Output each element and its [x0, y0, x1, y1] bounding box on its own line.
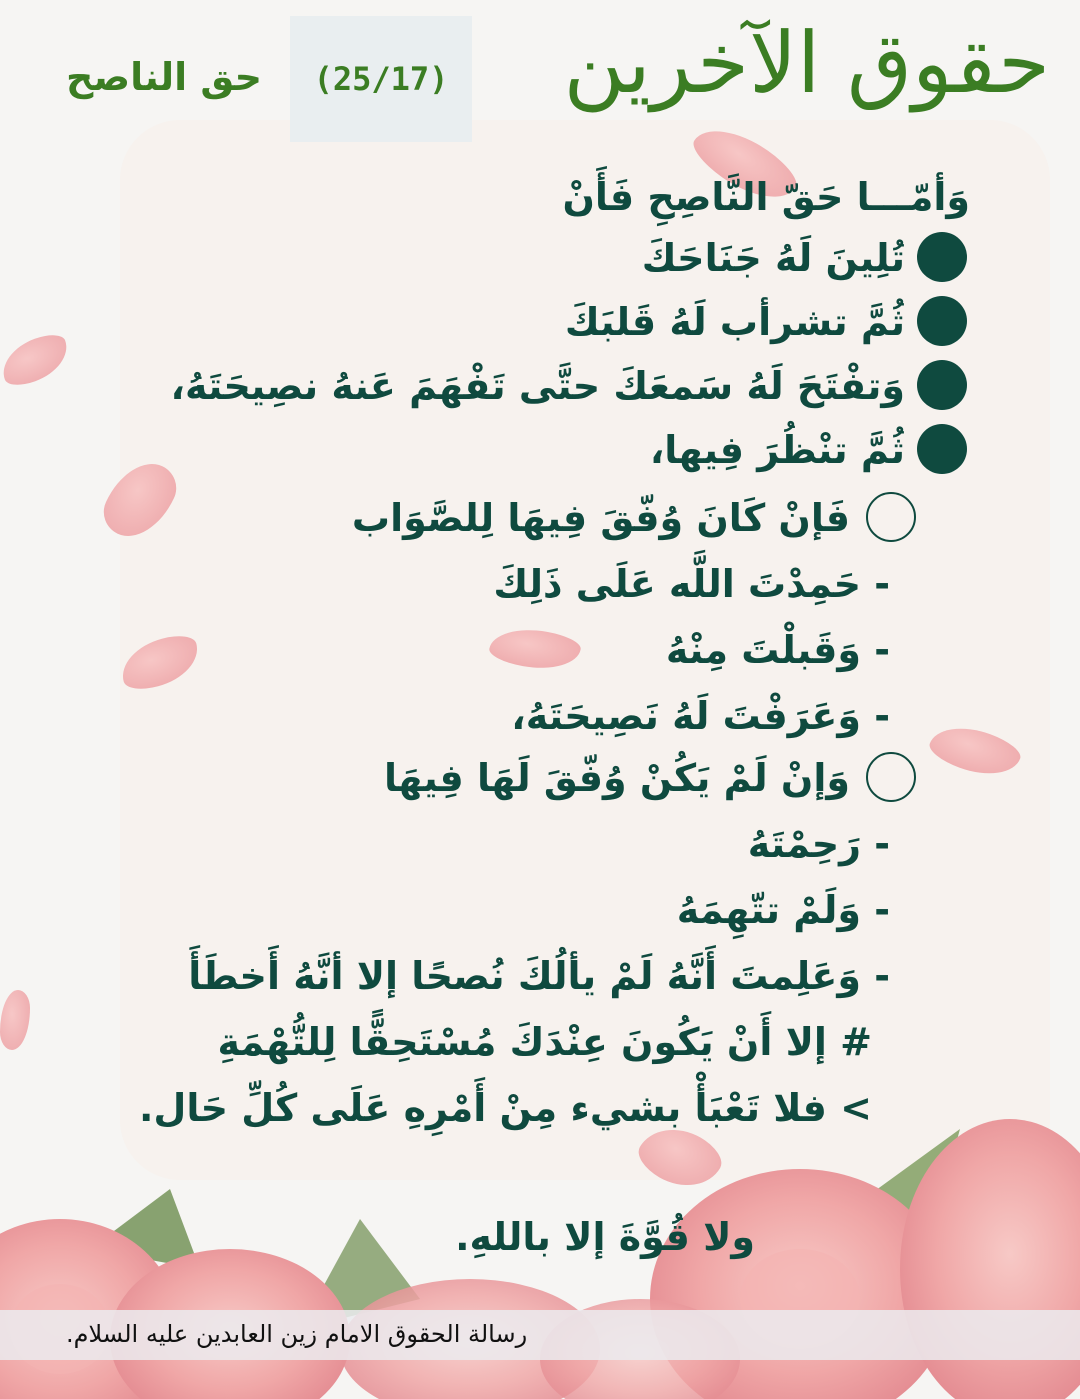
footer-source: رسالة الحقوق الامام زين العابدين عليه السلام.: [66, 1320, 528, 1348]
open-bullet: [866, 492, 916, 542]
text-line: - وَقَبلْتَ مِنْهُ: [665, 628, 890, 672]
filled-bullet: [917, 232, 967, 282]
text-line: # إلا أَنْ يَكُونَ عِنْدَكَ مُسْتَحِقًّا لِلتُّهْمَةِ: [217, 1020, 872, 1064]
text-line: وَإنْ لَمْ يَكُنْ وُفّقَ لَهَا فِيهَا: [384, 756, 850, 800]
text-line: ثُمَّ تنْظُرَ فِيها،: [649, 428, 905, 472]
text-line: فَإنْ كَانَ وُفّقَ فِيهَا لِلصَّوَاب: [351, 496, 850, 540]
text-line: - وَعَلِمتَ أَنَّهُ لَمْ يألُكَ نُصحًا إلا أنَّهُ أَخطَأَ: [188, 954, 890, 998]
text-line: تُلِينَ لَهُ جَنَاحَكَ: [641, 236, 905, 280]
page-title: حقوق الآخرين: [563, 14, 1050, 112]
closing-line: ولا قُوَّةَ إلا باللهِ.: [455, 1215, 755, 1259]
text-line: - رَحِمْتَهُ: [747, 822, 890, 866]
filled-bullet: [917, 296, 967, 346]
text-line: - وَلَمْ تتّهِمَهُ: [676, 888, 890, 932]
text-line: ثُمَّ تشرأب لَهُ قَلبَكَ: [564, 300, 905, 344]
text-line: - حَمِدْتَ اللَّه عَلَى ذَلِكَ: [493, 562, 890, 606]
text-line: - وَعَرَفْتَ لَهُ نَصِيحَتَهُ،: [511, 694, 890, 738]
page-subtitle: حق الناصح: [66, 55, 263, 99]
petal-decoration: [0, 329, 75, 391]
filled-bullet: [917, 360, 967, 410]
open-bullet: [866, 752, 916, 802]
episode-number-box: [290, 16, 472, 142]
petal-decoration: [0, 990, 30, 1050]
episode-number: (25/17): [313, 60, 449, 98]
text-line: وَأمّـــا حَقّ النَّاصِحِ فَأَنْ: [562, 175, 970, 219]
filled-bullet: [917, 424, 967, 474]
text-line: > فلا تَعْبَأْ بشيء مِنْ أَمْرِهِ عَلَى كُلِّ حَال.: [138, 1086, 872, 1130]
text-line: وَتفْتَحَ لَهُ سَمعَكَ حتَّى تَفْهَمَ عَنهُ نصِيحَتَهُ،: [170, 364, 905, 408]
